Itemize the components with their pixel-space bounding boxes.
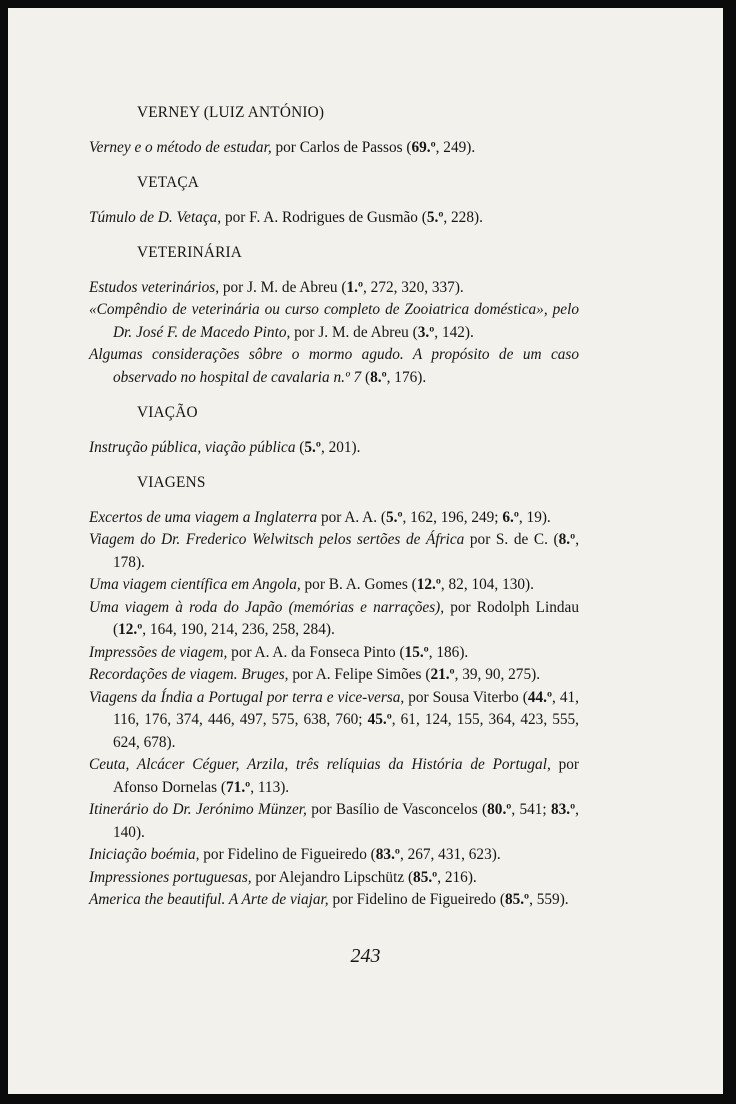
entry-pages: , 541; [511, 801, 551, 818]
entry-author: por Alejandro Lipschütz ( [251, 868, 414, 886]
entry-title: Uma viagem científica em Angola, [89, 576, 301, 593]
entry-pages: , 272, 320, 337). [363, 278, 464, 296]
entry-author: por Carlos de Passos ( [271, 138, 412, 156]
section-heading: VETERINÁRIA [137, 244, 243, 261]
entry-pages: , 164, 190, 214, 236, 258, 284). [142, 621, 335, 638]
entry-title: Itinerário do Dr. Jerónimo Münzer, [89, 801, 307, 818]
entry-pages: , 39, 90, 275). [454, 666, 541, 683]
entry-volume: 45.º [367, 711, 392, 728]
index-entry [89, 867, 579, 890]
entry-volume: 5.º [385, 508, 403, 526]
index-entry [89, 664, 579, 687]
entry-pages: , 186). [428, 643, 469, 661]
entry-volume: 71.º [226, 778, 251, 796]
entry-title: Recordações de viagem. Bruges, [89, 666, 289, 683]
entry-pages: , 559). [529, 891, 569, 908]
entry-volume: 69.º [411, 138, 436, 156]
entry-author: por B. A. Gomes ( [300, 576, 417, 593]
entry-author: por F. A. Rodrigues de Gusmão ( [221, 208, 427, 226]
entry-volume: 8.º [558, 531, 576, 548]
index-entry [89, 507, 579, 530]
entry-pages: , 228). [443, 208, 483, 226]
entry-volume: 5.º [426, 208, 444, 226]
entry-author: por A. Felipe Simões ( [288, 666, 431, 683]
entry-volume: 80.º [487, 801, 512, 818]
entry-volume: 12.º [416, 576, 441, 593]
entry-author: por Rodolph Lindau ( [113, 598, 579, 638]
entry-title: Iniciação boémia, [89, 846, 200, 863]
index-entry [89, 754, 579, 799]
entry-author: por S. de C. ( [464, 531, 559, 548]
entry-pages: , 113). [250, 778, 290, 796]
entry-author: por Fidelino de Figueiredo ( [199, 846, 376, 863]
entry-author: por Basílio de Vasconcelos ( [306, 801, 488, 818]
entry-author: por Sousa Viterbo ( [404, 688, 528, 706]
entry-author: por J. M. de Abreu ( [290, 323, 418, 341]
entry-volume: 8.º [370, 368, 387, 386]
entry-volume: 83.º [551, 801, 576, 818]
entry-title: Túmulo de D. Vetaça, [89, 208, 222, 226]
section-heading: VETAÇA [137, 174, 200, 191]
entry-title: Verney e o método de estudar, [89, 138, 272, 156]
page-number: 243 [350, 945, 381, 967]
entry-volume: 6.º [502, 508, 519, 526]
entry-pages: , 140). [113, 801, 579, 841]
entry-title: Estudos veterinários, [89, 278, 220, 296]
entry-title: Impressões de viagem, [89, 643, 228, 661]
entry-title: America the beautiful. A Arte de viajar, [89, 891, 329, 908]
entry-author: ( [361, 368, 371, 386]
entry-pages: , 61, 124, 155, 364, 423, 555, 624, 678). [113, 711, 579, 751]
entry-author: por J. M. de Abreu ( [219, 278, 347, 296]
entry-title: Viagem do Dr. Frederico Welwitsch pelos sertões de África [89, 531, 465, 548]
index-entry [89, 207, 579, 230]
entry-volume: 83.º [375, 846, 400, 863]
page-sheet [8, 8, 723, 1094]
entry-title: Uma viagem à roda do Japão (memórias e narrações), [89, 598, 445, 616]
entry-author: por A. A. ( [317, 508, 386, 526]
entry-title: Excertos de uma viagem a Inglaterra [89, 508, 318, 526]
entry-pages: , 142). [434, 323, 474, 341]
index-entry [89, 799, 579, 844]
entry-volume: 3.º [417, 323, 435, 341]
index-entry [89, 597, 579, 642]
entry-pages: , 19). [518, 508, 551, 526]
section-heading: VERNEY (LUIZ ANTÓNIO) [137, 104, 325, 121]
index-entry [89, 277, 579, 300]
index-content [89, 102, 579, 912]
index-entry [89, 529, 579, 574]
entry-volume: 5.º [304, 438, 321, 456]
entry-pages: , 249). [435, 138, 476, 156]
index-entry [89, 687, 579, 755]
entry-volume: 15.º [404, 643, 429, 661]
entry-pages: , 41, 116, 176, 374, 446, 497, 575, 638, 760; [113, 688, 579, 728]
index-entry [89, 344, 579, 389]
entry-volume: 44.º [527, 688, 553, 706]
index-entry [89, 574, 579, 597]
index-entry [89, 137, 579, 160]
entry-title: Algumas considerações sôbre o mormo agudo. A propósito de um caso observado no hospital de cavalaria n.º 7 [89, 346, 579, 386]
entry-title: «Compêndio de veterinária ou curso completo de Zooiatrica doméstica», pelo Dr. José F. de Macedo Pinto, [89, 301, 579, 341]
entry-title: Ceuta, Alcácer Céguer, Arzila, três relíquias da História de Portugal, [89, 756, 551, 773]
entry-title: Viagens da Índia a Portugal por terra e vice-versa, [89, 688, 405, 706]
index-entry [89, 299, 579, 344]
index-entry [89, 889, 579, 912]
entry-volume: 12.º [118, 621, 143, 638]
entry-pages: , 267, 431, 623). [399, 846, 501, 863]
entry-author: por Fidelino de Figueiredo ( [328, 891, 505, 908]
entry-author: por A. A. da Fonseca Pinto ( [227, 643, 405, 661]
section-heading: VIAÇÃO [137, 404, 198, 421]
entry-title: Impressiones portuguesas, [89, 868, 252, 886]
entry-author: ( [295, 438, 305, 456]
entry-volume: 85.º [413, 868, 438, 886]
entry-author: por Afonso Dornelas ( [113, 756, 579, 796]
index-entry [89, 642, 579, 665]
entry-title: Instrução pública, viação pública [89, 438, 296, 456]
entry-volume: 21.º [430, 666, 455, 683]
entry-pages: , 201). [320, 438, 361, 456]
entry-pages: , 82, 104, 130). [440, 576, 534, 593]
entry-pages: , 216). [437, 868, 477, 886]
index-entry [89, 437, 579, 460]
entry-pages: , 162, 196, 249; [402, 508, 503, 526]
section-heading: VIAGENS [137, 474, 206, 491]
entry-pages: , 178). [113, 531, 580, 571]
entry-volume: 85.º [504, 891, 530, 908]
entry-volume: 1.º [346, 278, 364, 296]
index-entry [89, 844, 579, 867]
entry-pages: , 176). [386, 368, 427, 386]
